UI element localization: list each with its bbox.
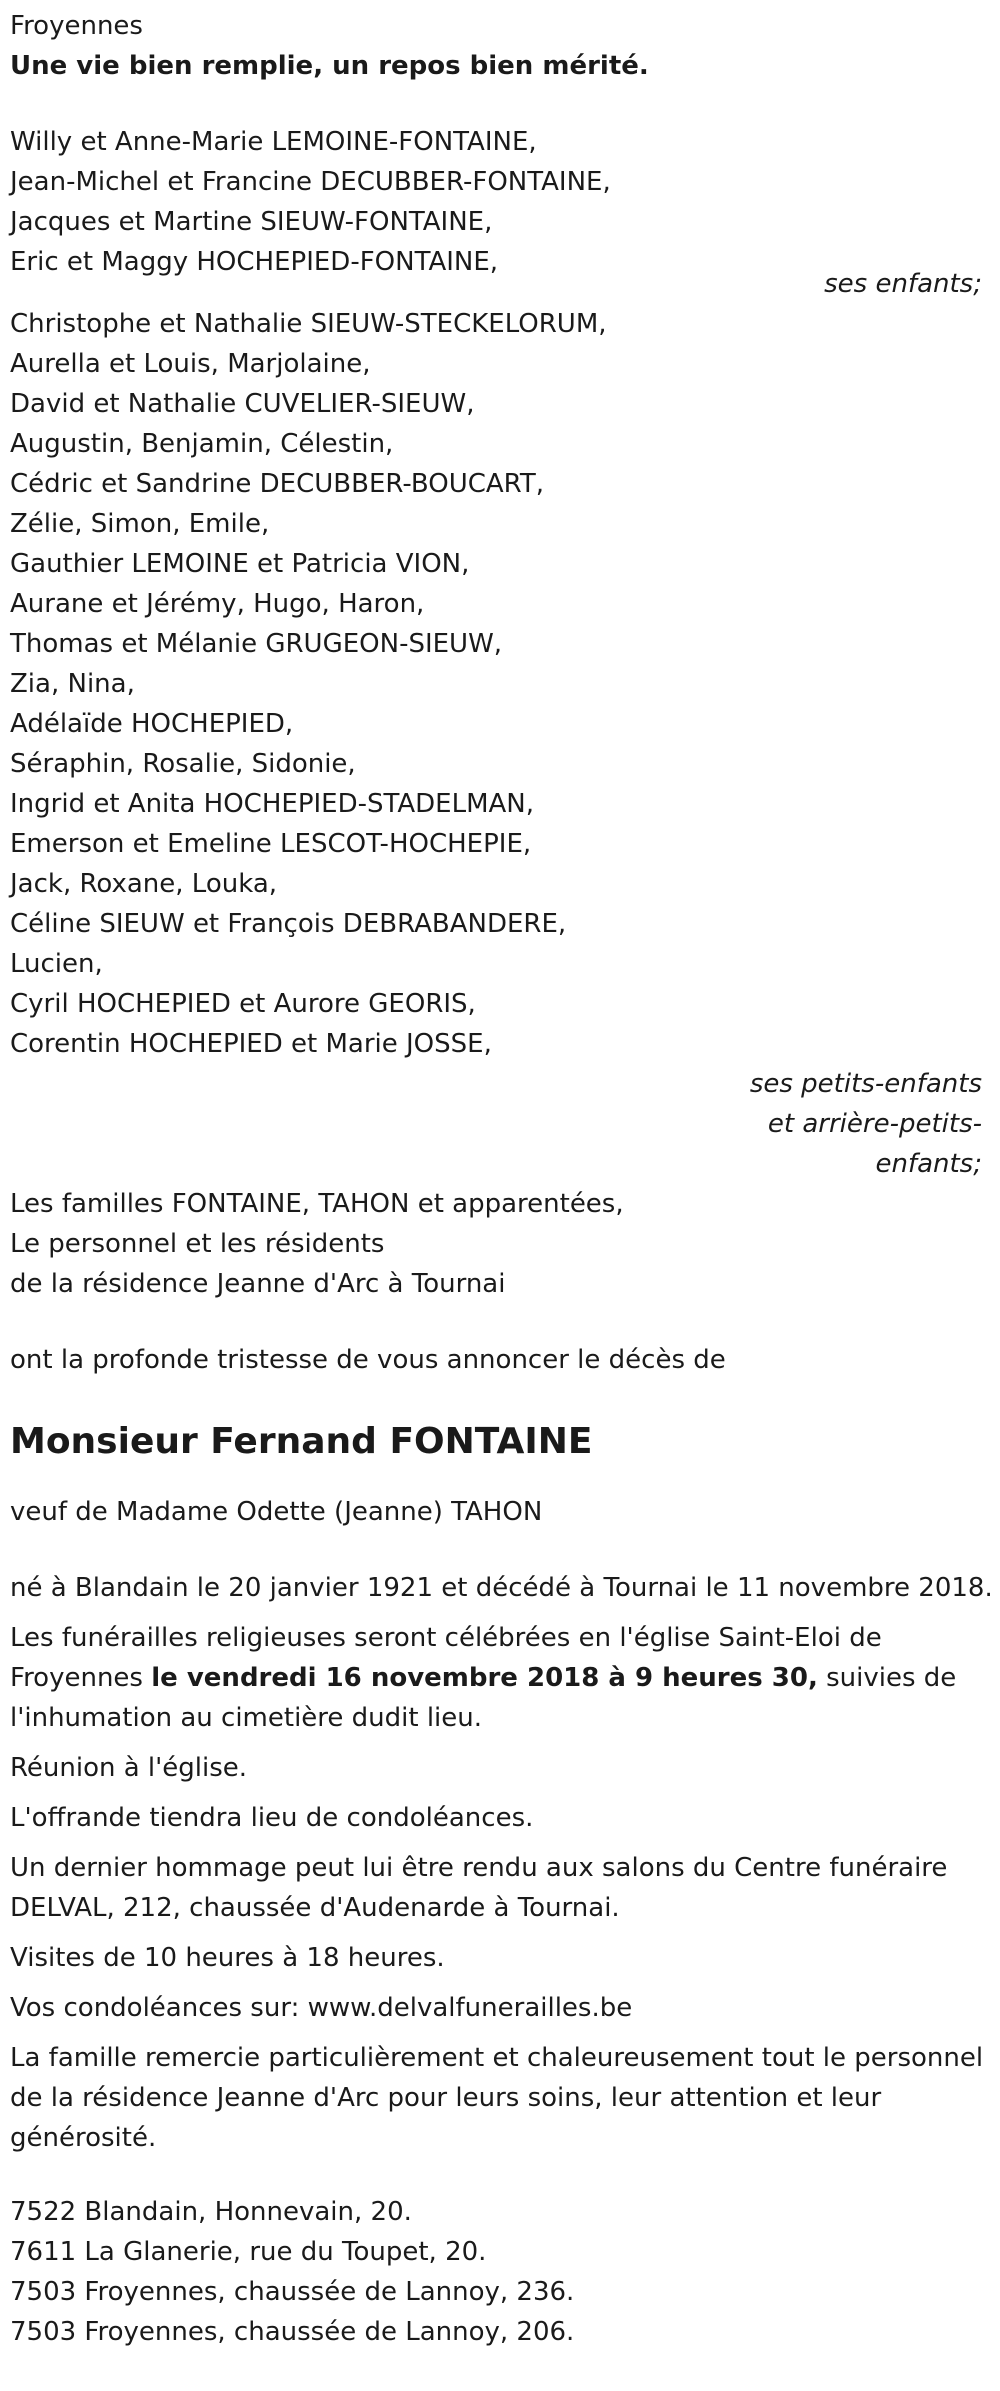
grandchildren-role	[10, 1064, 990, 1184]
visits: Visites de 10 heures à 18 heures.	[10, 1943, 445, 1973]
announcement: ont la profonde tristesse de vous annoncer le décès de	[10, 1345, 726, 1375]
address-list	[10, 2192, 990, 2352]
list-item: Aurella et Louis, Marjolaine,	[10, 349, 371, 379]
reunion: Réunion à l'église.	[10, 1753, 248, 1783]
children-role: ses enfants;	[824, 269, 982, 299]
list-item: Willy et Anne-Marie LEMOINE-FONTAINE,	[10, 127, 537, 157]
funeral-info	[10, 1618, 995, 1738]
list-item: Jack, Roxane, Louka,	[10, 869, 278, 899]
list-item: Les familles FONTAINE, TAHON et apparentées,	[10, 1189, 624, 1219]
list-item: Augustin, Benjamin, Célestin,	[10, 429, 394, 459]
offering: L'offrande tiendra lieu de condoléances.	[10, 1803, 534, 1833]
thanks: La famille remercie particulièrement et chaleureusement tout le personnel de la résidence Jeanne d'Arc pour leurs soins, leur attention et leur générosité.	[10, 2043, 984, 2153]
address-line: 7611 La Glanerie, rue du Toupet, 20.	[10, 2237, 487, 2267]
role-line: enfants;	[875, 1149, 982, 1179]
list-item: Zélie, Simon, Emile,	[10, 509, 270, 539]
city-label: Froyennes	[10, 11, 143, 41]
list-item: Cyril HOCHEPIED et Aurore GEORIS,	[10, 989, 476, 1019]
motto: Une vie bien remplie, un repos bien mérité.	[10, 51, 649, 81]
list-item: Lucien,	[10, 949, 103, 979]
funeral-date: le vendredi 16 novembre 2018 à 9 heures 30,	[151, 1663, 818, 1693]
address-line: 7503 Froyennes, chaussée de Lannoy, 206.	[10, 2317, 575, 2347]
spouse-line: veuf de Madame Odette (Jeanne) TAHON	[10, 1497, 543, 1527]
list-item: Christophe et Nathalie SIEUW-STECKELORUM,	[10, 309, 607, 339]
list-item: de la résidence Jeanne d'Arc à Tournai	[10, 1269, 506, 1299]
list-item: Zia, Nina,	[10, 669, 135, 699]
children-list	[10, 122, 990, 282]
role-line: et arrière-petits-	[767, 1109, 982, 1139]
list-item: David et Nathalie CUVELIER-SIEUW,	[10, 389, 475, 419]
list-item: Gauthier LEMOINE et Patricia VION,	[10, 549, 470, 579]
funeral-text-post: suivies de l'inhumation au cimetière dudit lieu.	[10, 1663, 957, 1733]
birth-death: né à Blandain le 20 janvier 1921 et décédé à Tournai le 11 novembre 2018.	[10, 1573, 993, 1603]
address-line: 7522 Blandain, Honnevain, 20.	[10, 2197, 412, 2227]
address-line: 7503 Froyennes, chaussée de Lannoy, 236.	[10, 2277, 575, 2307]
deceased-name: Monsieur Fernand FONTAINE	[10, 1421, 593, 1462]
homage: Un dernier hommage peut lui être rendu aux salons du Centre funéraire DELVAL, 212, chaussée d'Audenarde à Tournai.	[10, 1853, 948, 1923]
others-list	[10, 1184, 990, 1304]
grandchildren-list	[10, 304, 990, 1064]
list-item: Céline SIEUW et François DEBRABANDERE,	[10, 909, 567, 939]
list-item: Emerson et Emeline LESCOT-HOCHEPIE,	[10, 829, 532, 859]
funeral-text-pre: Les funérailles religieuses seront célébrées en l'église Saint-Eloi de Froyennes	[10, 1623, 882, 1693]
list-item: Corentin HOCHEPIED et Marie JOSSE,	[10, 1029, 492, 1059]
list-item: Jacques et Martine SIEUW-FONTAINE,	[10, 207, 493, 237]
list-item: Thomas et Mélanie GRUGEON-SIEUW,	[10, 629, 503, 659]
list-item: Eric et Maggy HOCHEPIED-FONTAINE,	[10, 247, 499, 277]
list-item: Séraphin, Rosalie, Sidonie,	[10, 749, 356, 779]
list-item: Aurane et Jérémy, Hugo, Haron,	[10, 589, 425, 619]
list-item: Adélaïde HOCHEPIED,	[10, 709, 294, 739]
list-item: Cédric et Sandrine DECUBBER-BOUCART,	[10, 469, 544, 499]
condolences: Vos condoléances sur: www.delvalfunerailles.be	[10, 1993, 633, 2023]
role-line: ses petits-enfants	[749, 1069, 982, 1099]
list-item: Ingrid et Anita HOCHEPIED-STADELMAN,	[10, 789, 535, 819]
list-item: Le personnel et les résidents	[10, 1229, 385, 1259]
list-item: Jean-Michel et Francine DECUBBER-FONTAINE,	[10, 167, 611, 197]
